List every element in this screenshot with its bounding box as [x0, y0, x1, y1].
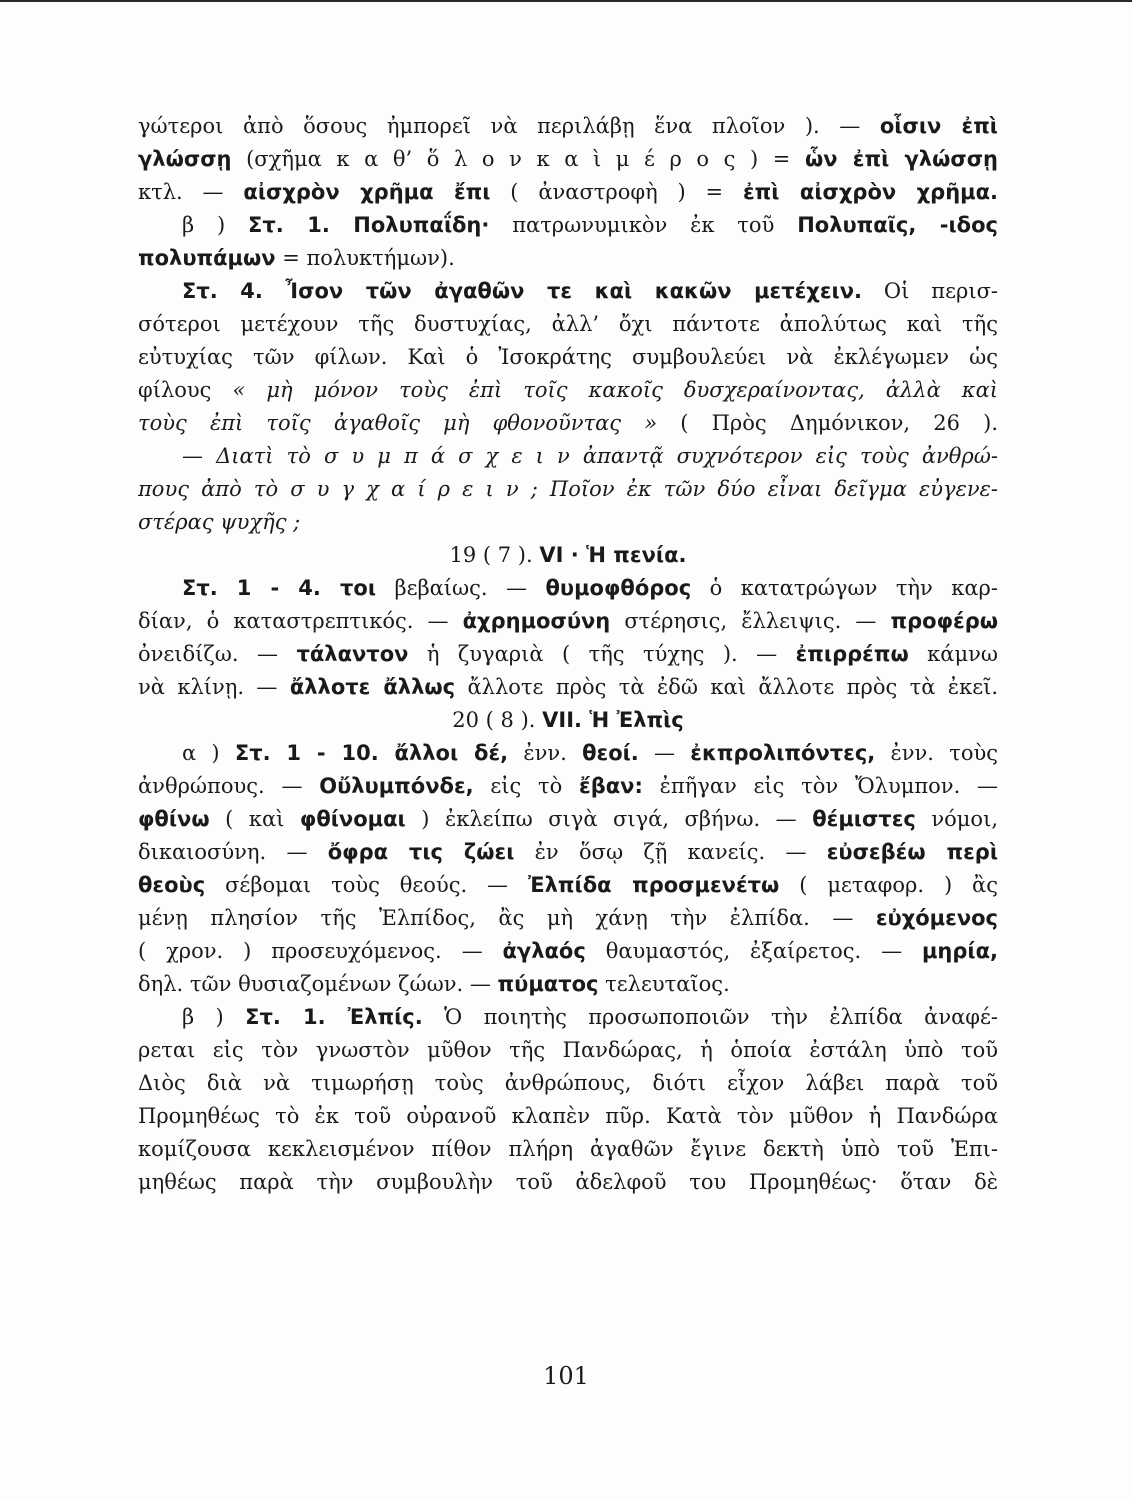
top-edge-rule — [0, 0, 1132, 2]
italic-text: πους ἀπὸ τὸ σ υ γ χ α ί ρ ε ι ν ; Ποῖον ἐκ τῶν δύο εἶναι δεῖγμα εὐγενε- — [138, 477, 998, 501]
text-span: ( ἀναστροφὴ ) = — [490, 180, 743, 204]
text-span: ἐπῆγαν εἰς τὸν Ὄλυμπον. — — [642, 774, 998, 798]
bold-term: Στ. 1 - 4. τοι — [182, 576, 376, 600]
text-line — [138, 671, 998, 704]
text-line — [138, 1166, 998, 1199]
bold-term: VII. Ἡ Ἐλπὶς — [542, 708, 684, 732]
text-line — [138, 902, 998, 935]
text-span: πατρωνυμικὸν ἐκ τοῦ — [489, 213, 798, 237]
bold-term: ἐπὶ αἰσχρὸν χρῆμα. — [742, 180, 998, 204]
text-line — [138, 1034, 998, 1067]
text-span: βεβαίως. — — [376, 576, 546, 600]
text-span: Προμηθέως τὸ ἐκ τοῦ οὐρανοῦ κλαπὲν πῦρ. Κατὰ τὸν μῦθον ἡ Πανδώρα — [138, 1104, 998, 1128]
text-line — [138, 341, 998, 374]
bold-term: ἐκπρολιπόντες, — [690, 741, 876, 765]
text-span: ὁ κατατρώγων τὴν καρ- — [691, 576, 998, 600]
text-line — [138, 209, 998, 242]
text-span: εἰς τὸ — [473, 774, 580, 798]
text-span: 19 ( 7 ). — [449, 543, 540, 567]
text-span: νόμοι, — [915, 807, 998, 831]
text-line — [138, 935, 998, 968]
text-span: τελευταῖος. — [598, 972, 730, 996]
text-line — [138, 176, 998, 209]
text-line — [138, 704, 998, 737]
text-span: Οἱ περισ- — [862, 279, 998, 303]
bold-term: εὐσεβέω περὶ — [826, 840, 998, 864]
text-span: κάμνω — [908, 642, 998, 666]
bold-term: τάλαντον — [296, 642, 409, 666]
bold-term: θέμιστες — [812, 807, 916, 831]
text-line — [138, 440, 998, 473]
bold-term: Στ. 4. Ἶσον τῶν ἀγαθῶν τε καὶ κακῶν μετέχειν. — [182, 279, 863, 303]
text-span: στέρησις, ἔλλειψις. — — [610, 609, 891, 633]
text-span: θαυμαστός, ἐξαίρετος. — — [585, 939, 922, 963]
text-span: μηθέως παρὰ τὴν συμβουλὴν τοῦ ἀδελφοῦ του Προμηθέως· ὅταν δὲ — [138, 1170, 998, 1194]
text-span: Διὸς διὰ νὰ τιμωρήσῃ τοὺς ἀνθρώπους, διότι εἶχον λάβει παρὰ τοῦ — [138, 1071, 998, 1095]
bold-term: ἐπιρρέπω — [795, 642, 909, 666]
text-line — [138, 506, 998, 539]
bold-term: ἀγλαός — [502, 939, 586, 963]
italic-text: τοὺς ἐπὶ τοῖς ἀγαθοῖς μὴ φθονοῦντας » — [138, 411, 658, 435]
bold-term: προφέρω — [890, 609, 998, 633]
text-span: σέβομαι τοὺς θεούς. — — [205, 873, 528, 897]
text-span: ὀνειδίζω. — — [138, 642, 297, 666]
bold-term: Οὔλυμπόνδε, — [319, 774, 474, 798]
bold-term: ἔβαν: — [579, 774, 643, 798]
bold-term: πολυπάμων — [138, 246, 276, 270]
text-span: 20 ( 8 ). — [452, 708, 543, 732]
text-span: δίαν, ὁ καταστρεπτικός. — — [138, 609, 463, 633]
text-line — [138, 473, 998, 506]
bold-term: οἷσιν ἐπὶ — [879, 114, 998, 138]
text-span: ( Πρὸς Δημόνικον, 26 ). — [657, 411, 998, 435]
text-line — [138, 407, 998, 440]
text-span: δικαιοσύνη. — — [138, 840, 328, 864]
text-line — [138, 836, 998, 869]
text-span: ἐνν. τοὺς — [875, 741, 998, 765]
text-span: κτλ. — — [138, 180, 244, 204]
text-span: α ) — [182, 741, 235, 765]
text-line — [138, 770, 998, 803]
text-span: Ὁ ποιητὴς προσωποποιῶν τὴν ἐλπίδα ἀναφέ- — [422, 1005, 998, 1029]
text-line — [138, 275, 998, 308]
bold-term: θεοὺς — [138, 873, 206, 897]
bold-term: VI · Ἡ πενία. — [539, 543, 687, 567]
text-span: ἀνθρώπους. — — [138, 774, 320, 798]
bold-term: ὄφρα τις ζώει — [327, 840, 515, 864]
text-span: δηλ. τῶν θυσιαζομένων ζώων. — — [138, 972, 498, 996]
text-span: κομίζουσα κεκλεισμένον πίθον πλήρη ἀγαθῶν ἔγινε δεκτὴ ὑπὸ τοῦ Ἐπι- — [138, 1137, 998, 1161]
text-span: σότεροι μετέχουν τῆς δυστυχίας, ἀλλ’ ὄχι πάντοτε ἀπολύτως καὶ τῆς — [138, 312, 998, 336]
bold-term: πύματος — [497, 972, 599, 996]
bold-term: θεοί. — [582, 741, 639, 765]
text-span: ( χρον. ) προσευχόμενος. — — [138, 939, 503, 963]
text-line — [138, 968, 998, 1001]
text-span: β ) — [182, 213, 249, 237]
text-span: — — [638, 741, 691, 765]
text-line — [138, 539, 998, 572]
italic-text: στέρας ψυχῆς ; — [138, 510, 301, 534]
text-line — [138, 1001, 998, 1034]
italic-text: — Διατὶ τὸ σ υ μ π ά σ χ ε ι ν ἀπαντᾷ συχνότερον εἰς τοὺς ἀνθρώ- — [182, 444, 998, 468]
text-span: = πολυκτήμων). — [275, 246, 455, 270]
bold-term: θυμοφθόρος — [545, 576, 692, 600]
italic-text: « μὴ μόνον τοὺς ἐπὶ τοῖς κακοῖς δυσχεραίνοντας, ἀλλὰ καὶ — [232, 378, 998, 402]
text-span: εὐτυχίας τῶν φίλων. Καὶ ὁ Ἰσοκράτης συμβουλεύει νὰ ἐκλέγωμεν ὡς — [138, 345, 998, 369]
bold-term: εὐχόμενος — [875, 906, 998, 930]
text-span: ) ἐκλείπω σιγὰ σιγά, σβήνω. — — [405, 807, 813, 831]
bold-term: φθίνω — [138, 807, 210, 831]
bold-term: Στ. 1. Ἐλπίς. — [245, 1005, 423, 1029]
text-line — [138, 1133, 998, 1166]
bold-term: φθίνομαι — [299, 807, 406, 831]
text-span: μένῃ πλησίον τῆς Ἐλπίδος, ἂς μὴ χάνῃ τὴν ἐλπίδα. — — [138, 906, 876, 930]
text-line — [138, 803, 998, 836]
text-line — [138, 242, 998, 275]
text-span: ἐνν. — [508, 741, 583, 765]
text-line — [138, 143, 998, 176]
bold-term: Στ. 1. Πολυπαΐδη· — [248, 213, 490, 237]
text-span: ἄλλοτε πρὸς τὰ ἐδῶ καὶ ἄλλοτε πρὸς τὰ ἐκεῖ. — [455, 675, 998, 699]
text-span: ἐν ὅσῳ ζῇ κανείς. — — [514, 840, 827, 864]
bold-term: ἄλλοτε ἄλλως — [289, 675, 456, 699]
bold-term: ὧν ἐπὶ γλώσσῃ — [805, 147, 998, 171]
text-line — [138, 737, 998, 770]
text-line — [138, 308, 998, 341]
text-span: ( μεταφορ. ) ἂς — [779, 873, 998, 897]
bold-term: μηρία, — [921, 939, 998, 963]
text-span: ( καὶ — [209, 807, 300, 831]
bold-term: γλώσσῃ — [138, 147, 232, 171]
text-line — [138, 605, 998, 638]
text-span: γώτεροι ἀπὸ ὅσους ἠμπορεῖ νὰ περιλάβῃ ἕνα πλοῖον ). — — [138, 114, 880, 138]
text-span: φίλους — [138, 378, 233, 402]
text-line — [138, 110, 998, 143]
text-line — [138, 572, 998, 605]
page-number: 101 — [543, 1362, 589, 1390]
text-line — [138, 374, 998, 407]
body-text — [138, 110, 998, 1199]
text-span: νὰ κλίνῃ. — — [138, 675, 290, 699]
text-span: ρεται εἰς τὸν γνωστὸν μῦθον τῆς Πανδώρας, ἡ ὁποία ἐστάλη ὑπὸ τοῦ — [138, 1038, 998, 1062]
text-span: β ) — [182, 1005, 246, 1029]
bold-term: Στ. 1 - 10. ἄλλοι δέ, — [234, 741, 509, 765]
text-line — [138, 1067, 998, 1100]
text-line — [138, 1100, 998, 1133]
bold-term: Πολυπαῖς, -ιδος — [797, 213, 998, 237]
text-span: (σχῆμα κ α θ’ ὅ λ ο ν κ α ὶ μ έ ρ ο ς ) = — [231, 147, 805, 171]
text-line — [138, 638, 998, 671]
bold-term: ἀχρημοσύνη — [462, 609, 611, 633]
text-span: ἡ ζυγαριὰ ( τῆς τύχης ). — — [408, 642, 796, 666]
text-line — [138, 869, 998, 902]
bold-term: Ἐλπίδα προσμενέτω — [527, 873, 780, 897]
bold-term: αἰσχρὸν χρῆμα ἔπι — [243, 180, 491, 204]
